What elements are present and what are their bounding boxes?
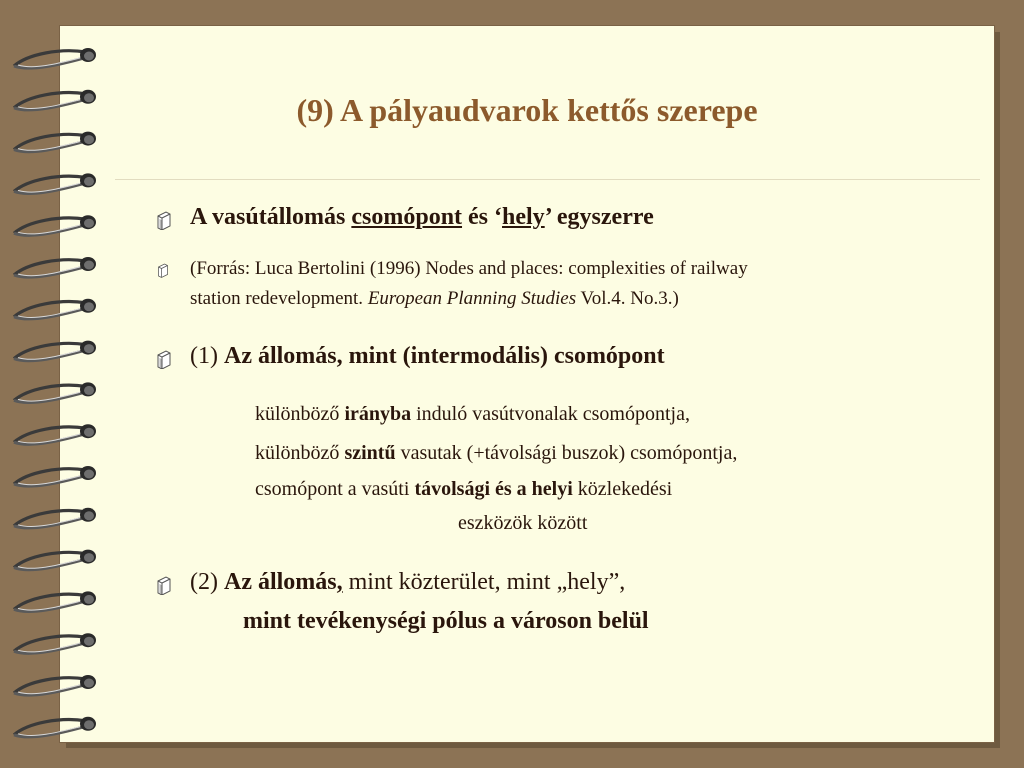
spiral-ring — [14, 173, 96, 193]
bullet-3-heading: Az állomás, mint (intermodális) csomópont — [223, 343, 665, 369]
spiral-ring — [14, 508, 96, 528]
source-line-1: (Forrás: Luca Bertolini (1996) Nodes and places: complexities of railway — [190, 258, 748, 279]
source-line-2 — [190, 288, 679, 310]
spiral-ring — [14, 675, 96, 695]
sub-line-1-post: induló vasútvonalak csomópontja, — [411, 403, 690, 425]
bullet-1-mid: és ‘ — [462, 204, 503, 230]
bullet-4-text — [190, 569, 625, 596]
sub-line-2-bold: szintű — [344, 442, 396, 464]
bullet-3-number: (1) — [190, 343, 224, 369]
sub-line-1-pre: különböző — [255, 403, 345, 425]
bullet-4-comma: , — [336, 569, 343, 595]
spiral-ring — [14, 132, 96, 152]
spiral-ring — [14, 341, 96, 361]
spiral-ring — [14, 48, 96, 68]
source-journal: European Planning Studies — [367, 288, 577, 309]
book-bullet-icon — [156, 210, 172, 230]
bullet-1-pre: A vasútállomás — [190, 204, 352, 230]
sub-line-1-bold: irányba — [344, 403, 412, 425]
bullet-1-underlined-node: csomópont — [351, 204, 463, 230]
sub-line-2 — [255, 442, 737, 465]
spiral-ring — [14, 591, 96, 611]
source-line-2-pre: station redevelopment. — [190, 288, 368, 309]
sub-line-2-post: vasutak (+távolsági buszok) csomópontja, — [395, 442, 738, 464]
sub-line-3 — [255, 478, 672, 501]
book-bullet-icon — [157, 262, 169, 278]
source-line-2-post: Vol.4. No.3.) — [576, 288, 679, 309]
bullet-1-text — [190, 204, 654, 231]
page-shadow-bottom — [66, 742, 1000, 748]
page-shadow-right — [994, 32, 1000, 746]
spiral-ring — [14, 466, 96, 486]
bullet-1-underlined-place: hely — [502, 204, 545, 230]
spiral-ring — [14, 424, 96, 444]
book-bullet-icon — [156, 575, 172, 595]
bullet-4-heading: Az állomás — [223, 569, 337, 595]
spiral-ring — [14, 382, 96, 402]
page-title: (9) A pályaudvarok kettős szerepe — [296, 92, 758, 128]
spiral-ring — [14, 215, 96, 235]
spiral-ring — [14, 550, 96, 570]
sub-line-3-bold: távolsági és a helyi — [414, 478, 573, 500]
title-divider — [115, 179, 980, 180]
sub-line-1 — [255, 403, 690, 426]
bullet-3-text — [190, 343, 665, 370]
bullet-1-post: ’ egyszerre — [544, 204, 654, 230]
bullet-4-line-2: mint tevékenységi pólus a városon belül — [243, 608, 649, 634]
sub-line-2-pre: különböző — [255, 442, 345, 464]
spiral-ring — [14, 633, 96, 653]
sub-line-3-pre: csomópont a vasúti — [255, 478, 415, 500]
bullet-4-post: mint közterület, mint „hely”, — [342, 569, 626, 595]
spiral-ring — [14, 299, 96, 319]
spiral-ring — [14, 717, 96, 737]
book-bullet-icon — [156, 349, 172, 369]
sub-line-3-post: közlekedési — [572, 478, 673, 500]
bullet-4-number: (2) — [190, 569, 224, 595]
sub-line-4: eszközök között — [458, 512, 588, 534]
spiral-ring — [14, 257, 96, 277]
